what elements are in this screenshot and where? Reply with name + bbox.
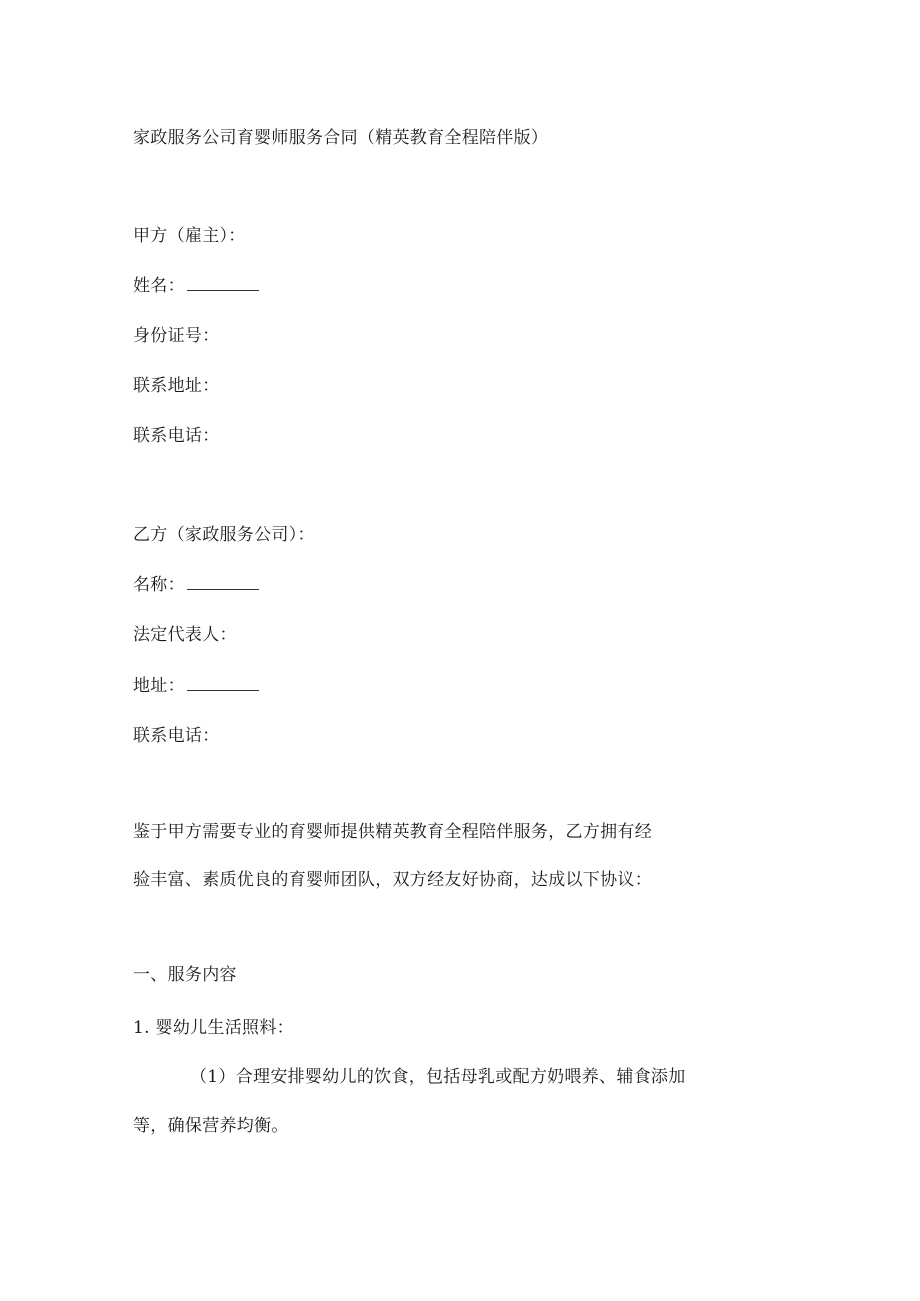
party-a-name-field (133, 275, 259, 297)
section-1-item-1: 1. 婴幼儿生活照料： (133, 1018, 294, 1038)
party-b-name-blank (187, 575, 259, 590)
party-a-name-blank (187, 276, 259, 291)
party-a-address-label: 联系地址： (133, 376, 220, 396)
section-1-sub-1-line-2: 等，确保营养均衡。 (133, 1116, 289, 1136)
party-b-rep-label: 法定代表人： (133, 625, 237, 645)
party-b-address-label: 地址： (133, 676, 185, 696)
party-b-name-field (133, 574, 259, 596)
party-b-phone-label: 联系电话： (133, 726, 220, 746)
party-a-id-label: 身份证号： (133, 326, 220, 346)
section-1-heading: 一、服务内容 (133, 965, 237, 985)
preamble-line-1: 鉴于甲方需要专业的育婴师提供精英教育全程陪伴服务，乙方拥有经 (133, 822, 652, 842)
preamble-line-2: 验丰富、素质优良的育婴师团队，双方经友好协商，达成以下协议： (133, 870, 652, 890)
section-1-sub-1-line-1: （1）合理安排婴幼儿的饮食，包括母乳或配方奶喂养、辅食添加 (190, 1067, 686, 1087)
party-b-address-field (133, 675, 259, 697)
party-b-name-label: 名称： (133, 575, 185, 595)
party-b-heading: 乙方（家政服务公司）： (133, 525, 315, 545)
party-a-heading: 甲方（雇主）： (133, 226, 246, 246)
party-b-address-blank (187, 676, 259, 691)
contract-title: 家政服务公司育婴师服务合同（精英教育全程陪伴版） (133, 128, 549, 148)
party-a-phone-label: 联系电话： (133, 426, 220, 446)
party-a-name-label: 姓名： (133, 276, 185, 296)
